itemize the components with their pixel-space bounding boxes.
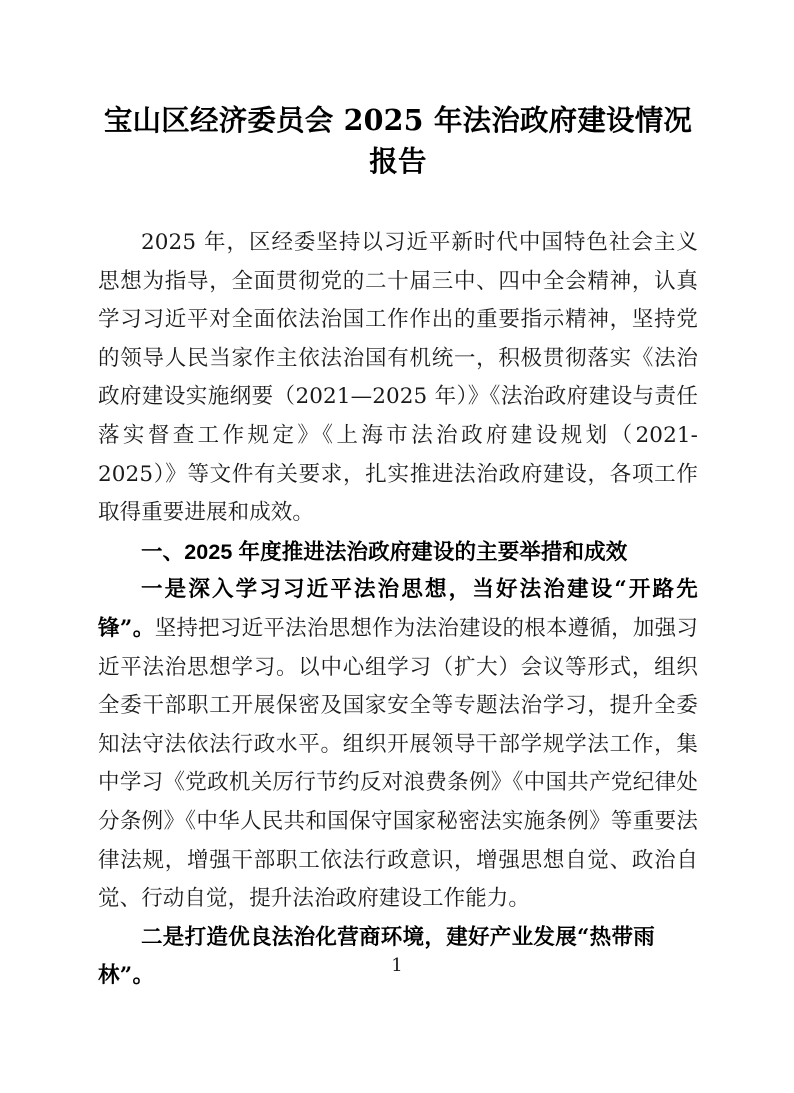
paragraph-lead-in-2: 二是打造优良法治化营商环境，建好产业发展“热带雨林”。 xyxy=(98,924,656,989)
paragraph-intro: 2025 年，区经委坚持以习近平新时代中国特色社会主义思想为指导，全面贯彻党的二十届三中、四中全会精神，认真学习习近平对全面依法治国工作作出的重要指示精神，坚持党的领导人民当家作主依法治国有机统一，积极贯彻落实《法治政府建设实施纲要（2021—2025 年）》《法治政府建设与责任落实督查工作规定》《上海市法治政府建设规划（2021-2025）》等文件有关要求，扎实推进法治政府建设，各项工作取得重要进展和成效。 xyxy=(98,230,698,526)
paragraph-lead-in-1: 一是深入学习习近平法治思想，当好法治建设“开路先锋”。 xyxy=(98,577,698,641)
page-number: 1 xyxy=(391,955,403,976)
section-heading-1: 一、2025 年度推进法治政府建设的主要举措和成效 xyxy=(141,539,628,564)
document-body xyxy=(98,0,698,996)
page-title: 宝山区经济委员会 2025 年法治政府建设情况报告 xyxy=(103,103,693,178)
paragraph-text-1: 坚持把习近平法治思想作为法治建设的根本遵循，加强习近平法治思想学习。以中心组学习（扩大）会议等形式，组织全委干部职工开展保密及国家安全等专题法治学习，提升全委知法守法依法行政水平。组织开展领导干部学规学法工作，集中学习《党政机关厉行节约反对浪费条例》《中国共产党纪律处分条例》《中华人民共和国保守国家秘密法实施条例》等重要法律法规，增强干部职工依法行政意识，增强思想自觉、政治自觉、行动自觉，提升法治政府建设工作能力。 xyxy=(98,615,698,912)
paragraph-measure-1 xyxy=(98,571,698,918)
